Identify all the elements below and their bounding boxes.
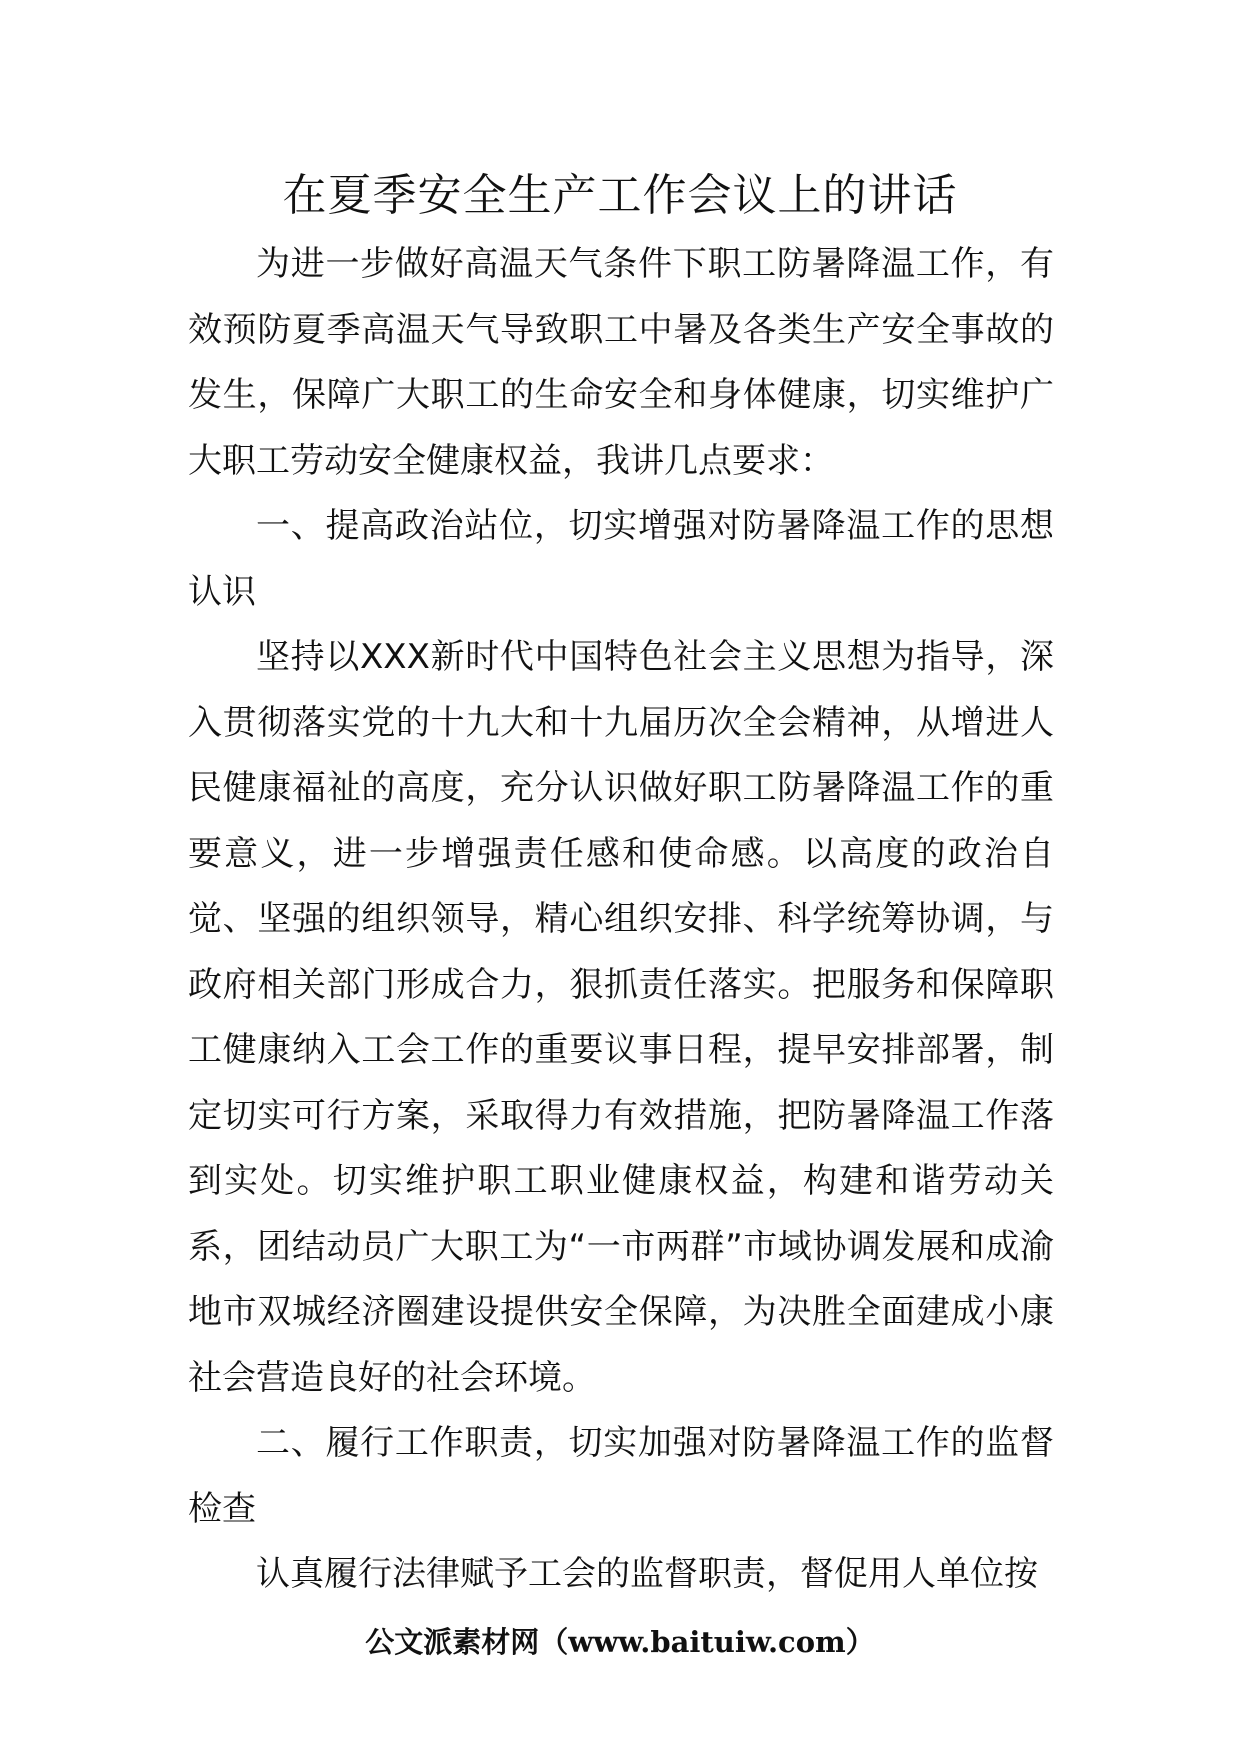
section-1-paragraph: 坚持以XXX新时代中国特色社会主义思想为指导，深入贯彻落实党的十九大和十九届历次全会精神，从增进人民健康福祉的高度，充分认识做好职工防暑降温工作的重要意义，进一步增强责任感和使命感。以高度的政治自觉、坚强的组织领导，精心组织安排、科学统筹协调，与政府相关部门形成合力，狠抓责任落实。把服务和保障职工健康纳入工会工作的重要议事日程，提早安排部署，制定切实可行方案，采取得力有效措施，把防暑降温工作落到实处。切实维护职工职业健康权益，构建和谐劳动关系，团结动员广大职工为“一市两群”市域协调发展和成渝地市双城经济圈建设提供安全保障，为决胜全面建成小康社会营造良好的社会环境。 (188, 637, 1054, 1398)
footer-watermark: 公文派素材网（www.baituiw.com） (365, 1625, 875, 1659)
document-title: 在夏季安全生产工作会议上的讲话 (282, 170, 958, 221)
section-2-paragraph: 认真履行法律赋予工会的监督职责，督促用人单位按 (256, 1554, 1038, 1594)
intro-paragraph: 为进一步做好高温天气条件下职工防暑降温工作，有效预防夏季高温天气导致职工中暑及各类生产安全事故的发生，保障广大职工的生命安全和身体健康，切实维护广大职工劳动安全健康权益，我讲几点要求： (188, 244, 1054, 481)
section-heading-2: 二、履行工作职责，切实加强对防暑降温工作的监督检查 (188, 1423, 1054, 1529)
section-heading-1: 一、提高政治站位，切实增强对防暑降温工作的思想认识 (188, 506, 1054, 612)
document-body (188, 232, 1054, 1608)
